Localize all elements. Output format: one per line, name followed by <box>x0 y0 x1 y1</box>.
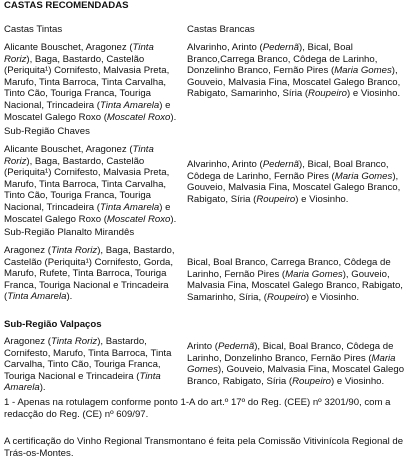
valpacos-tintas-text <box>4 336 184 394</box>
variety-text: ), Bical, Boal Branco, Côdega de Larinho, Fernão Pires ( <box>187 159 389 182</box>
italic-variety-name: Tinta Amarela <box>7 291 67 303</box>
chaves-tintas-text <box>4 144 184 225</box>
header-castas-brancas: Castas Brancas <box>187 24 255 35</box>
variety-text: ) e Moscatel Galego Roxo ( <box>4 201 171 225</box>
valpacos-brancas-text <box>187 341 417 387</box>
variety-text: Bical, Boal Branco, Carrega Branco, Côdega de Larinho, Fernão Pires ( <box>187 257 391 280</box>
italic-variety-name: Roupeiro <box>266 291 306 303</box>
variety-text: ) e Moscatel Galego Roxo ( <box>4 99 171 123</box>
italic-variety-name: Moscatel Roxo <box>106 111 171 123</box>
variety-text: ). <box>170 111 177 123</box>
italic-variety-name: Maria Gomes <box>187 352 396 376</box>
italic-variety-name: Roupeiro <box>256 193 296 205</box>
italic-variety-name: Tinta Roriz <box>4 144 154 167</box>
italic-variety-name: Maria Gomes <box>334 170 393 182</box>
variety-text: Alvarinho, Arinto ( <box>187 42 263 53</box>
subregion-planalto-heading: Sub-Região Planalto Mirandês <box>4 227 135 238</box>
variety-text: ). <box>170 213 177 225</box>
italic-variety-name: Tinta Roriz <box>50 336 98 347</box>
variety-text: ) e Viosinho. <box>331 375 385 387</box>
chaves-brancas-text <box>187 159 417 205</box>
italic-variety-name: Roupeiro <box>292 375 331 387</box>
subregion-chaves-heading: Sub-Região Chaves <box>4 126 90 137</box>
page-title: CASTAS RECOMENDADAS <box>4 0 129 11</box>
variety-text: ), Gouveio, Malvasia Fina, Moscatel Galego Branco, Rabigato, Samarinho, Síria ( <box>187 65 401 100</box>
variety-text: ), Bastardo, Cornifesto, Marufo, Tinta Barroca, Tinta Carvalha, Tinto Cão, Touriga Franca, Touriga Nacional e Trincadeira ( <box>4 336 172 382</box>
variety-text: ), Gouveio, Malvasia Fina, Moscatel Galego Branco, Rabigato, Samarinho, Síria, ( <box>187 268 403 303</box>
certification-note: A certificação do Vinho Regional Transmontano é feita pela Comissão Vitivinícola Regional de Trás-os-Montes. <box>4 436 404 459</box>
general-brancas-text <box>187 42 417 100</box>
italic-variety-name: Moscatel Roxo <box>106 213 171 225</box>
italic-variety-name: Roupeiro <box>308 88 347 100</box>
italic-variety-name: Tinta Roriz <box>50 245 98 256</box>
variety-text: ), Gouveio, Malvasia Fina, Moscatel Galego Branco, Rabigato, Síria ( <box>187 364 405 387</box>
italic-variety-name: Maria Gomes <box>285 268 343 280</box>
italic-variety-name: Tinta Amarela <box>4 370 161 394</box>
general-tintas-text <box>4 42 184 123</box>
variety-text: Aragonez ( <box>4 245 51 256</box>
italic-variety-name: Pedernã <box>262 42 300 53</box>
variety-text: ), Baga, Bastardo, Castelão (Periquita¹) Cornifesto, Malvasia Preta, Marufo, Tinta Barroca, Tinta Carvalha, Tinto Cão, Touriga Franca, Touriga Nacional, Trincadeira ( <box>4 53 170 111</box>
variety-text: ) e Viosinho. <box>305 291 360 303</box>
italic-variety-name: Pedernã <box>217 341 255 352</box>
variety-text: Aragonez ( <box>4 336 51 347</box>
header-castas-tintas: Castas Tintas <box>4 24 63 35</box>
variety-text: Alicante Bouschet, Aragonez ( <box>4 144 133 155</box>
variety-text: Alvarinho, Arinto ( <box>187 159 263 170</box>
variety-text: ). <box>39 382 46 394</box>
italic-variety-name: Tinta Amarela <box>99 201 160 213</box>
footnote: 1 - Apenas na rotulagem conforme ponto 1-A do art.º 17º do Reg. (CEE) nº 3201/90, com a redacção do Reg. (CE) nº 609/97. <box>4 397 391 420</box>
variety-text: ) e Viosinho. <box>295 193 349 205</box>
italic-variety-name: Tinta Roriz <box>4 42 154 65</box>
variety-text: ), Baga, Bastardo, Castelão (Periquita¹) Cornifesto, Gorda, Marufo, Rufete, Tinta Barroca, Touriga Franca, Touriga Nacional e Trincadeira ( <box>4 245 175 303</box>
variety-text: ), Bical, Boal Branco,Carrega Branco, Côdega de Larinho, Donzelinho Branco, Fernão Pires ( <box>187 42 378 77</box>
variety-text: ) e Viosinho. <box>346 88 401 100</box>
italic-variety-name: Pedernã <box>262 159 300 170</box>
variety-text: Arinto ( <box>187 341 218 352</box>
subregion-valpacos-heading: Sub-Região Valpaços <box>4 319 102 330</box>
variety-text: ), Gouveio, Malvasia Fina, Moscatel Galego Branco, Rabigato, Síria ( <box>187 170 401 205</box>
planalto-tintas-text <box>4 245 184 303</box>
variety-text: ), Baga, Bastardo, Castelão (Periquita¹) Cornifesto, Malvasia Preta, Marufo, Tinta Barroca, Tinta Carvalha, Tinto Cão, Touriga Franca, Touriga Nacional, Trincadeira ( <box>4 155 170 213</box>
italic-variety-name: Tinta Amarela <box>99 99 160 111</box>
variety-text: Alicante Bouschet, Aragonez ( <box>4 42 133 53</box>
variety-text: ). <box>66 291 73 303</box>
italic-variety-name: Maria Gomes <box>334 65 392 77</box>
planalto-brancas-text <box>187 257 417 303</box>
variety-text: ), Bical, Boal Branco, Côdega de Larinho, Donzelinho Branco, Fernão Pires ( <box>187 341 394 364</box>
